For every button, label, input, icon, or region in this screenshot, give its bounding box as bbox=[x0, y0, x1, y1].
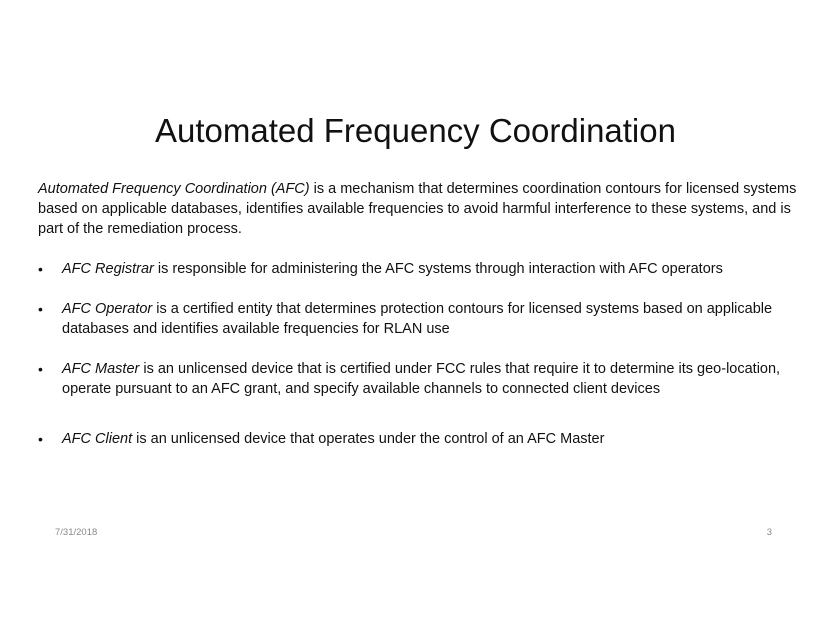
bullet-afc-client bbox=[38, 429, 798, 449]
footer-date: 7/31/2018 bbox=[55, 527, 98, 538]
bullet-marker: • bbox=[38, 361, 43, 377]
bullet-marker: • bbox=[38, 301, 43, 317]
intro-paragraph bbox=[38, 179, 798, 239]
bullet-marker: • bbox=[38, 431, 43, 447]
bullet-afc-registrar bbox=[38, 259, 798, 279]
bullet-text: is responsible for administering the AFC systems through interaction with AFC operators bbox=[153, 261, 723, 277]
intro-term: Automated Frequency Coordination (AFC) bbox=[38, 181, 310, 197]
slide-title: Automated Frequency Coordination bbox=[155, 112, 676, 149]
bullet-term: AFC Client bbox=[62, 431, 133, 447]
bullet-text: is a certified entity that determines protection contours for licensed systems based on applicable databases and identifies available frequencies for RLAN use bbox=[62, 301, 773, 337]
bullet-afc-operator bbox=[38, 299, 798, 339]
bullet-text: is an unlicensed device that is certified under FCC rules that require it to determine its geo-location, operate pursuant to an AFC grant, and specify available channels to connected client devices bbox=[62, 361, 781, 397]
bullet-term: AFC Registrar bbox=[62, 261, 154, 277]
bullet-term: AFC Master bbox=[62, 361, 140, 377]
bullet-afc-master bbox=[38, 359, 798, 399]
bullet-list bbox=[38, 259, 798, 449]
footer-page-number: 3 bbox=[766, 527, 772, 538]
bullet-term: AFC Operator bbox=[62, 301, 153, 317]
bullet-marker: • bbox=[38, 261, 43, 277]
intro-text: is a mechanism that determines coordination contours for licensed systems based on applicable databases, identifies available frequencies to avoid harmful interference to these systems, and is part of the remediation process. bbox=[38, 181, 797, 237]
bullet-text: is an unlicensed device that operates under the control of an AFC Master bbox=[132, 431, 605, 447]
